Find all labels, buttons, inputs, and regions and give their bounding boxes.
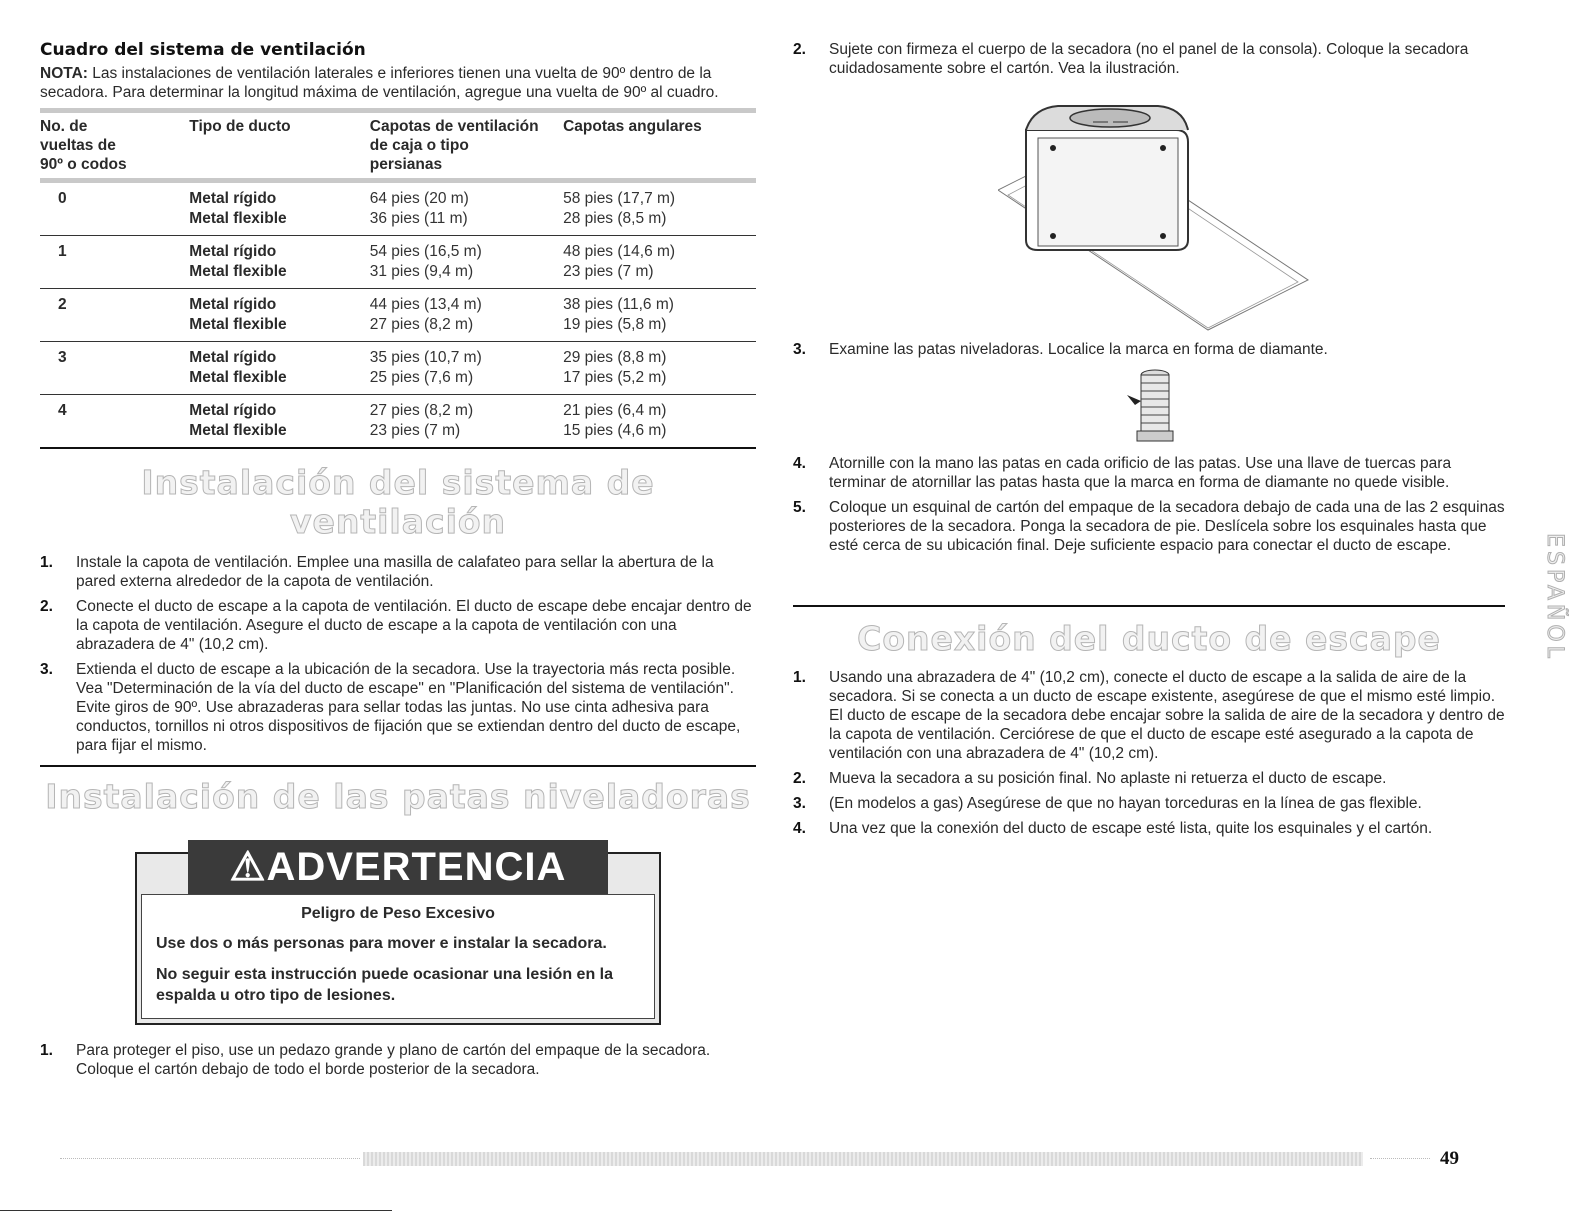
warning-box xyxy=(135,845,661,1025)
list-item: 3. Examine las patas niveladoras. Localice la marca en forma de diamante. xyxy=(793,341,1328,358)
list-item: 3. (En modelos a gas) Asegúrese de que no hayan torceduras en la línea de gas flexible. xyxy=(793,795,1422,812)
header-box-hoods: Capotas de ventilación de caja o tipo persianas xyxy=(369,118,539,173)
warning-hazard: Peligro de Peso Excesivo xyxy=(301,905,495,922)
section-divider xyxy=(793,605,1505,607)
list-item: 5. Coloque un esquinal de cartón del empaque de la secadora debajo de cada una de las 2 esquinas posteriores de la secadora. Ponga la secadora de pie. Deslícela sobre los esquinales hasta que esté cerca de su ubicación final. Deje suficiente espacio para conectar el ducto de escape. xyxy=(793,499,1505,554)
footer-dotted-line xyxy=(1370,1158,1430,1159)
legs-steps-right-b xyxy=(793,340,1505,365)
angled-cell: 38 pies (11,6 m) 19 pies (5,8 m) xyxy=(563,296,674,333)
type-cell: Metal rígido Metal flexible xyxy=(189,349,287,386)
table-header-row xyxy=(40,111,756,181)
box-cell: 35 pies (10,7 m) 25 pies (7,6 m) xyxy=(369,349,482,386)
right-column xyxy=(793,40,1505,837)
header-angled-hoods: Capotas angulares xyxy=(563,118,702,135)
table-row xyxy=(40,342,756,395)
header-turns: No. de vueltas de 90º o codos xyxy=(40,118,127,173)
page-number: 49 xyxy=(1440,1148,1459,1169)
install-steps xyxy=(40,553,756,755)
box-cell: 54 pies (16,5 m) 31 pies (9,4 m) xyxy=(369,243,482,280)
angled-cell: 58 pies (17,7 m) 28 pies (8,5 m) xyxy=(563,190,676,227)
table-row xyxy=(40,289,756,342)
angled-cell: 21 pies (6,4 m) 15 pies (4,6 m) xyxy=(563,402,667,439)
side-tab-label: ESPAÑOL xyxy=(1541,533,1567,662)
footer-bar xyxy=(363,1152,1363,1166)
warning-line-2: No seguir esta instrucción puede ocasionar una lesión en la espalda u otro tipo de lesiones. xyxy=(156,966,614,1004)
header-type: Tipo de ducto xyxy=(189,118,291,135)
table-row xyxy=(40,395,756,449)
warning-header xyxy=(188,840,608,894)
box-cell: 44 pies (13,4 m) 27 pies (8,2 m) xyxy=(369,296,482,333)
connect-steps xyxy=(793,668,1505,838)
left-column xyxy=(40,40,756,1085)
legs-title: Instalación de las patas niveladoras xyxy=(45,777,751,816)
legs-steps-left xyxy=(40,1041,756,1079)
turns-cell: 0 xyxy=(58,190,67,207)
list-item: 4. Una vez que la conexión del ducto de escape esté lista, quite los esquinales y el cartón. xyxy=(793,820,1433,837)
vent-table xyxy=(40,108,756,449)
section-divider xyxy=(40,765,756,767)
type-cell: Metal rígido Metal flexible xyxy=(189,296,287,333)
turns-cell: 3 xyxy=(58,349,67,366)
table-row xyxy=(40,236,756,289)
chart-heading: Cuadro del sistema de ventilación xyxy=(40,40,366,60)
turns-cell: 4 xyxy=(58,402,67,419)
warning-line-1: Use dos o más personas para mover e instalar la secadora. xyxy=(156,935,607,952)
box-cell: 64 pies (20 m) 36 pies (11 m) xyxy=(369,190,469,227)
install-vent-title: Instalación del sistema de ventilación xyxy=(141,463,655,541)
angled-cell: 29 pies (8,8 m) 17 pies (5,2 m) xyxy=(563,349,667,386)
type-cell: Metal rígido Metal flexible xyxy=(189,190,287,227)
note xyxy=(40,64,756,102)
list-item: 2. Conecte el ducto de escape a la capota de ventilación. El ducto de escape debe encajar dentro de la capota de ventilación. Asegure el ducto de escape a la capota de ventilación con una abrazadera de 4" (10,2 cm). xyxy=(40,598,752,653)
type-cell: Metal rígido Metal flexible xyxy=(189,402,287,439)
table-row xyxy=(40,181,756,236)
leveling-leg-illustration xyxy=(1125,367,1181,449)
turns-cell: 2 xyxy=(58,296,67,313)
list-item: 2. Sujete con firmeza el cuerpo de la secadora (no el panel de la consola). Coloque la secadora cuidadosamente sobre el cartón. Vea la ilustración. xyxy=(793,41,1469,77)
type-cell: Metal rígido Metal flexible xyxy=(189,243,287,280)
list-item: 1. Instale la capota de ventilación. Emplee una masilla de calafateo para sellar la abertura de la pared externa alrededor de la capota de ventilación. xyxy=(40,554,714,590)
note-label: NOTA: xyxy=(40,65,88,82)
list-item: 4. Atornille con la mano las patas en cada orificio de las patas. Use una llave de tuercas para terminar de atornillar las patas hasta que la marca en forma de diamante no quede visible. xyxy=(793,455,1452,491)
warning-label: ADVERTENCIA xyxy=(266,845,567,889)
connect-section xyxy=(793,605,1505,844)
note-text: Las instalaciones de ventilación laterales e inferiores tienen una vuelta de 90º dentro de la secadora. Para determinar la longitud máxima de ventilación, agregue una vuelta de 90º al cuadro. xyxy=(40,65,719,101)
footer-dotted-line xyxy=(60,1158,360,1159)
connect-title: Conexión del ducto de escape xyxy=(857,619,1441,658)
language-side-tab xyxy=(1520,533,1567,662)
list-item: 1. Para proteger el piso, use un pedazo grande y plano de cartón del empaque de la secadora. Coloque el cartón debajo de todo el borde posterior de la secadora. xyxy=(40,1042,711,1078)
list-item: 3. Extienda el ducto de escape a la ubicación de la secadora. Use la trayectoria más recta posible. Vea "Determinación de la vía del ducto de escape" en "Planificación del sistema de ventilación". Evite giros de 90º. Use abrazaderas para sellar todas las juntas. No use cinta adhesiva para conductos, tornillos ni otros dispositivos de fijación que se extiendan dentro del ducto de escape, para fijar el mismo. xyxy=(40,661,741,754)
turns-cell: 1 xyxy=(58,243,67,260)
legs-steps-right-a xyxy=(793,40,1505,78)
dryer-on-cardboard-illustration xyxy=(998,100,1318,340)
box-cell: 27 pies (8,2 m) 23 pies (7 m) xyxy=(369,402,474,439)
list-item: 2. Mueva la secadora a su posición final. No aplaste ni retuerza el ducto de escape. xyxy=(793,770,1387,787)
warning-icon: ⚠ xyxy=(229,845,267,889)
warning-body xyxy=(141,894,655,1019)
legs-steps-right-c xyxy=(793,454,1505,561)
bottom-rule xyxy=(0,1210,392,1211)
list-item: 1. Usando una abrazadera de 4" (10,2 cm), conecte el ducto de escape a la salida de aire de la secadora. Si se conecta a un ducto de escape existente, asegúrese de que el mismo esté limpio. El ducto de escape de la secadora debe encajar sobre la salida de aire de la secadora y dentro de la capota de ventilación. Cerciórese de que el ducto de escape esté asegurado a la capota de ventilación con una abrazadera de 4" (10,2 cm). xyxy=(793,669,1505,762)
angled-cell: 48 pies (14,6 m) 23 pies (7 m) xyxy=(563,243,676,280)
